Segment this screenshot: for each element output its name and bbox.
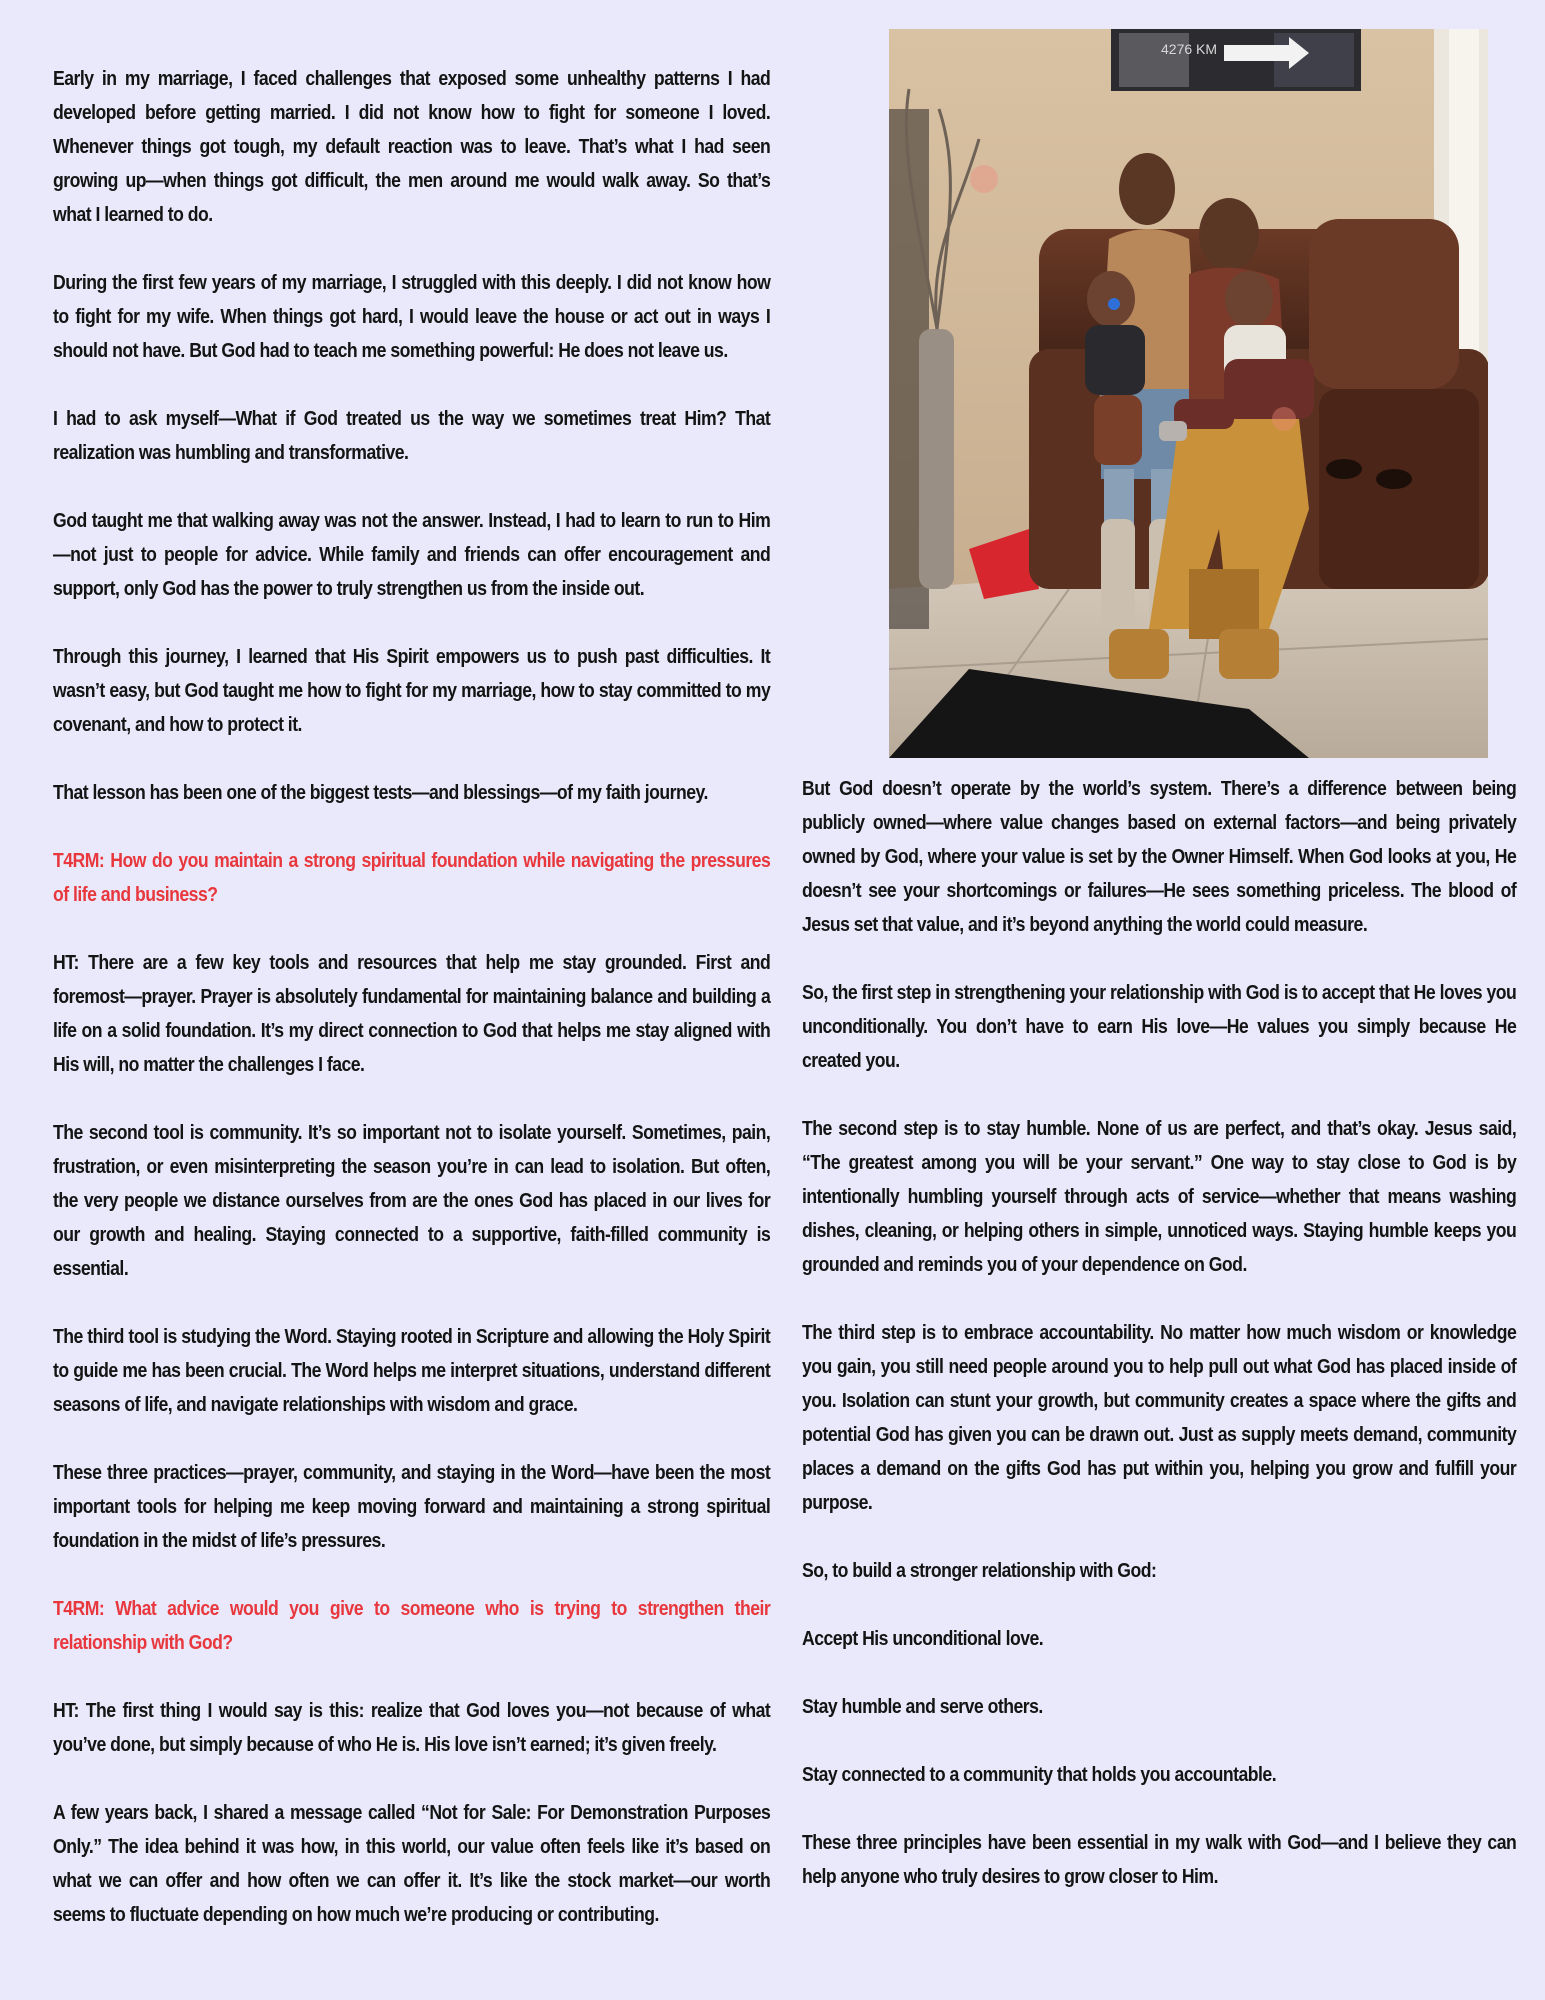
paragraph: The third tool is studying the Word. Staying rooted in Scripture and allowing the Holy Spirit to guide me has been crucial. The Word helps me interpret situations, understand different seasons of life, and navigate relationships with wisdom and grace. xyxy=(53,1325,771,1416)
paragraph: I had to ask myself—What if God treated us the way we sometimes treat Him? That realization was humbling and transformative. xyxy=(53,407,771,464)
paragraph: The third step is to embrace accountability. No matter how much wisdom or knowledge you gain, you still need people around you to help pull out what God has placed inside of you. Isolation can stunt your growth, but community creates a space where the gifts and potential God has given you can be drawn out. Just as supply meets demand, community places a demand on the gifts God has put within you, helping you grow and fulfill your purpose. xyxy=(802,1321,1517,1514)
wall-art-label: 4276 KM xyxy=(1161,41,1218,57)
list-point: Stay connected to a community that holds you accountable. xyxy=(802,1763,1277,1786)
paragraph: A few years back, I shared a message called “Not for Sale: For Demonstration Purposes Only.” The idea behind it was how, in this world, our value often feels like it’s based on what we can offer and how often we can offer it. It’s like the stock market—our worth seems to fluctuate depending on how much we’re producing or contributing. xyxy=(53,1801,771,1926)
paragraph: HT: The first thing I would say is this: realize that God loves you—not because of what you’ve done, but simply because of who He is. His love isn’t earned; it’s given freely. xyxy=(53,1699,771,1756)
right-column xyxy=(802,772,1518,1928)
list-point: Accept His unconditional love. xyxy=(802,1627,1044,1650)
paragraph: Through this journey, I learned that His Spirit empowers us to push past difficulties. It wasn’t easy, but God taught me how to fight for my marriage, how to stay committed to my covenant, and how to protect it. xyxy=(53,645,771,736)
interview-question: T4RM: How do you maintain a strong spiritual foundation while navigating the pressures of life and business? xyxy=(53,849,771,906)
family-photo xyxy=(889,29,1488,758)
list-point: Stay humble and serve others. xyxy=(802,1695,1043,1718)
paragraph: So, to build a stronger relationship with God: xyxy=(802,1559,1157,1582)
paragraph: So, the first step in strengthening your relationship with God is to accept that He loves you unconditionally. You don’t have to earn His love—He values you simply because He created you. xyxy=(802,981,1517,1072)
paragraph: HT: There are a few key tools and resources that help me stay grounded. First and foremost—prayer. Prayer is absolutely fundamental for maintaining balance and building a life on a solid foundation. It’s my direct connection to God that helps me stay aligned with His will, no matter the challenges I face. xyxy=(53,951,771,1076)
person-baby xyxy=(1085,325,1145,395)
paragraph: God taught me that walking away was not the answer. Instead, I had to learn to run to Him—not just to people for advice. While family and friends can offer encouragement and support, only God has the power to truly strengthen us from the inside out. xyxy=(53,509,771,600)
paragraph: These three practices—prayer, community, and staying in the Word—have been the most important tools for helping me keep moving forward and maintaining a strong spiritual foundation in the midst of life’s pressures. xyxy=(53,1461,771,1552)
paragraph: These three principles have been essential in my walk with God—and I believe they can help anyone who truly desires to grow closer to Him. xyxy=(802,1831,1517,1888)
paragraph: That lesson has been one of the biggest tests—and blessings—of my faith journey. xyxy=(53,781,708,804)
paragraph: Early in my marriage, I faced challenges that exposed some unhealthy patterns I had developed before getting married. I did not know how to fight for someone I loved. Whenever things got tough, my default reaction was to leave. That’s what I had seen growing up—when things got difficult, the men around me would walk away. So that’s what I learned to do. xyxy=(53,67,771,226)
interview-question: T4RM: What advice would you give to someone who is trying to strengthen their relationship with God? xyxy=(53,1597,771,1654)
family-photo-illustration xyxy=(889,29,1488,758)
paragraph: During the first few years of my marriage, I struggled with this deeply. I did not know how to fight for my wife. When things got hard, I would leave the house or act out in ways I should not have. But God had to teach me something powerful: He does not leave us. xyxy=(53,271,771,362)
left-column xyxy=(53,62,772,1966)
paragraph: The second tool is community. It’s so important not to isolate yourself. Sometimes, pain, frustration, or even misinterpreting the season you’re in can lead to isolation. But often, the very people we distance ourselves from are the ones God has placed in our lives for our growth and healing. Staying connected to a supportive, faith-filled community is essential. xyxy=(53,1121,771,1280)
paragraph: But God doesn’t operate by the world’s system. There’s a difference between being publicly owned—where value changes based on external factors—and being privately owned by God, where your value is set by the Owner Himself. When God looks at you, He doesn’t see your shortcomings or failures—He sees something priceless. The blood of Jesus set that value, and it’s beyond anything the world could measure. xyxy=(802,777,1517,936)
paragraph: The second step is to stay humble. None of us are perfect, and that’s okay. Jesus said, “The greatest among you will be your servant.” One way to stay close to God is by intentionally humbling yourself through acts of service—whether that means washing dishes, cleaning, or helping others in simple, unnoticed ways. Staying humble keeps you grounded and reminds you of your dependence on God. xyxy=(802,1117,1517,1276)
